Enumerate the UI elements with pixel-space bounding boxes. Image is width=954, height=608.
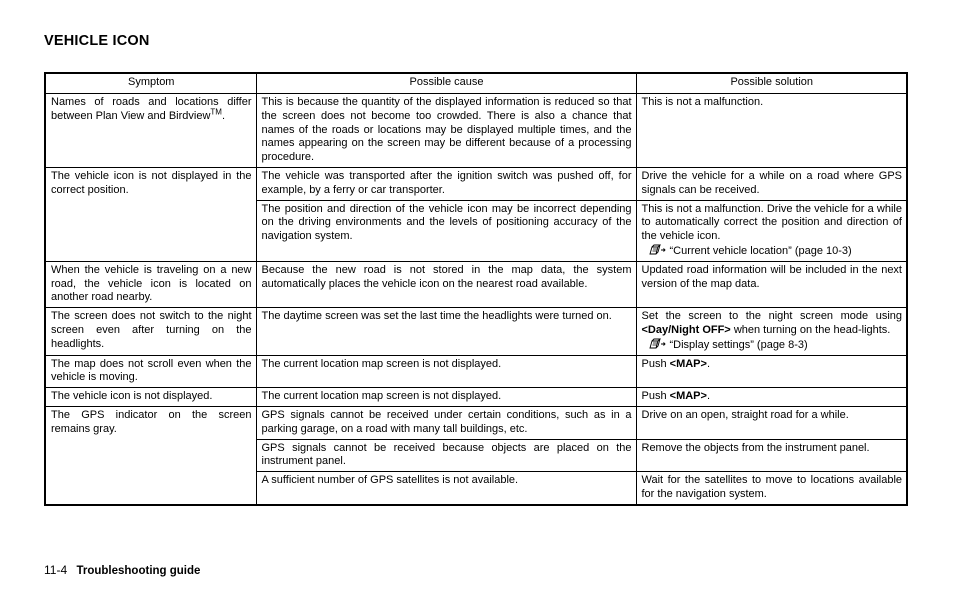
- solution-cell: Drive the vehicle for a while on a road where GPS signals can be received.: [636, 167, 907, 200]
- table-row: [45, 261, 907, 307]
- cause-cell: Because the new road is not stored in the map data, the system automatically places the vehicle icon on the nearest road available.: [256, 261, 636, 307]
- symptom-cell: The map does not scroll even when the vehicle is moving.: [45, 355, 256, 388]
- solution-cell: Drive on an open, straight road for a while.: [636, 406, 907, 439]
- cause-cell: GPS signals cannot be received because objects are placed on the instrument panel.: [256, 439, 636, 472]
- solution-cell: Updated road information will be included in the next version of the map data.: [636, 261, 907, 307]
- cause-cell: A sufficient number of GPS satellites is not available.: [256, 472, 636, 505]
- header-cause: Possible cause: [256, 73, 636, 94]
- solution-cell: Push <MAP>.: [636, 355, 907, 388]
- page-footer: [44, 563, 200, 577]
- solution-cell: This is not a malfunction.: [636, 94, 907, 168]
- cause-cell: The current location map screen is not displayed.: [256, 388, 636, 407]
- trademark-mark: TM: [210, 107, 222, 117]
- cause-cell: The position and direction of the vehicle icon may be incorrect depending on the driving environments and the levels of positioning accuracy of the navigation system.: [256, 200, 636, 261]
- cause-cell: This is because the quantity of the displayed information is reduced so that the screen does not become too crowded. There is also a chance that names of the roads or locations may be displayed multiple times, and the names appearing on the screen may be different because of a processing procedure.: [256, 94, 636, 168]
- table-row: [45, 308, 907, 355]
- cause-cell: The vehicle was transported after the ignition switch was pushed off, for example, by a ferry or car transporter.: [256, 167, 636, 200]
- troubleshooting-table: [44, 72, 908, 506]
- header-solution: Possible solution: [636, 73, 907, 94]
- page-number: 11-4: [44, 563, 68, 577]
- cause-cell: The daytime screen was set the last time the headlights were turned on.: [256, 308, 636, 355]
- symptom-cell: The vehicle icon is not displayed in the correct position.: [45, 167, 256, 261]
- symptom-cell: The screen does not switch to the night screen even after turning on the headlights.: [45, 308, 256, 355]
- table-header-row: [45, 73, 907, 94]
- symptom-cell: Names of roads and locations differ between Plan View and Birdview™.: [45, 94, 256, 168]
- page-reference: “Display settings” (page 8-3): [642, 338, 903, 353]
- table-row: [45, 94, 907, 168]
- solution-cell: Remove the objects from the instrument panel.: [636, 439, 907, 472]
- symptom-cell: The vehicle icon is not displayed.: [45, 388, 256, 407]
- book-reference-icon: [648, 244, 666, 255]
- key-label: <MAP>: [669, 390, 707, 403]
- header-symptom: Symptom: [45, 73, 256, 94]
- cause-cell: The current location map screen is not displayed.: [256, 355, 636, 388]
- solution-cell: Push <MAP>.: [636, 388, 907, 407]
- table-row: [45, 167, 907, 200]
- section-name: Troubleshooting guide: [76, 565, 201, 577]
- table-row: [45, 388, 907, 407]
- cause-cell: GPS signals cannot be received under certain conditions, such as in a parking garage, on a road with many tall buildings, etc.: [256, 406, 636, 439]
- key-label: <MAP>: [669, 357, 707, 370]
- page-reference: “Current vehicle location” (page 10-3): [642, 244, 903, 259]
- symptom-cell: The GPS indicator on the screen remains gray.: [45, 406, 256, 504]
- solution-cell: Wait for the satellites to move to locations available for the navigation system.: [636, 472, 907, 505]
- symptom-cell: When the vehicle is traveling on a new road, the vehicle icon is located on another road nearby.: [45, 261, 256, 307]
- page-title: VEHICLE ICON: [44, 33, 150, 49]
- key-label: <Day/Night OFF>: [641, 323, 731, 336]
- solution-cell: Set the screen to the night screen mode using <Day/Night OFF> when turning on the head-lights. “Display settings” (page 8-3): [636, 308, 907, 355]
- table-row: [45, 355, 907, 388]
- book-reference-icon: [648, 338, 666, 349]
- table-row: [45, 406, 907, 439]
- solution-cell: This is not a malfunction. Drive the vehicle for a while to automatically correct the position and direction of the vehicle icon. “Current vehicle location” (page 10-3): [636, 200, 907, 261]
